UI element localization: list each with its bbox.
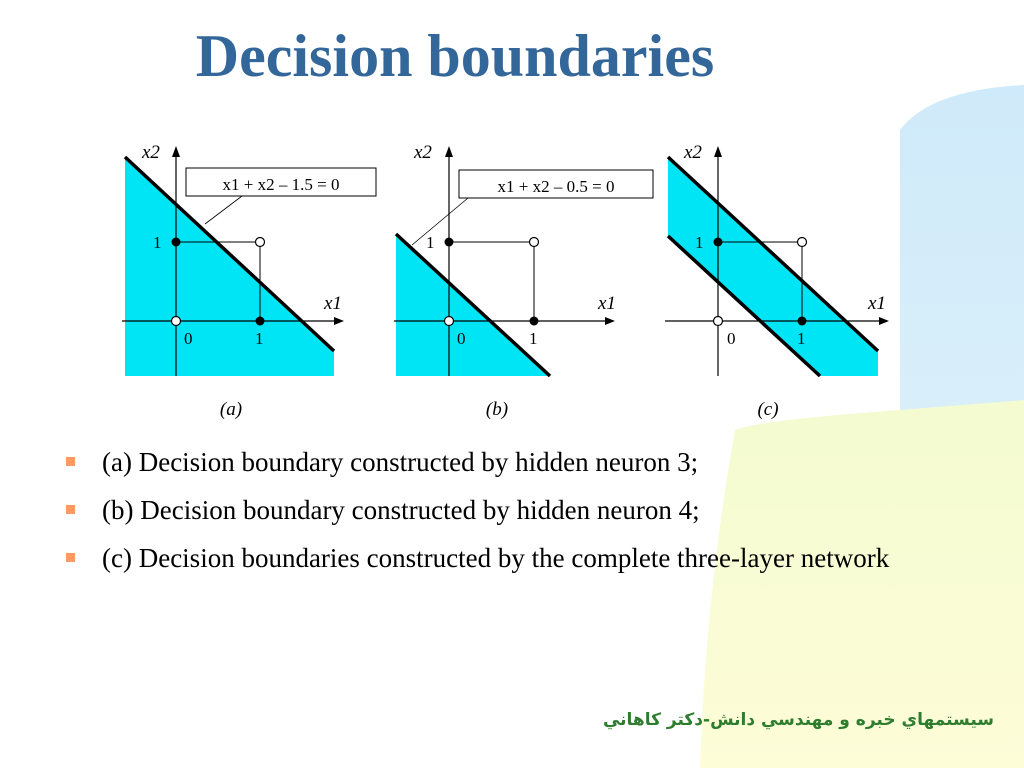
equation-pointer-a: [205, 196, 242, 224]
point-0-1-c: [714, 238, 723, 247]
tick-label-0-b: 0: [457, 329, 466, 348]
x-axis-label-b: x1: [598, 293, 616, 314]
footer-text: سيستمهاي خبره و مهندسي دانش-دكتر كاهاني: [602, 710, 994, 730]
point-1-0-a: [256, 317, 265, 326]
tick-label-y1-b: 1: [426, 233, 435, 252]
point-0-0-b: [445, 317, 454, 326]
diagram-a: [122, 142, 376, 420]
y-arrow-b: [445, 146, 453, 157]
y-arrow-c: [714, 146, 722, 157]
bullet-text-a: (a) Decision boundary constructed by hidden neuron 3;: [102, 447, 699, 477]
tick-label-x1-a: 1: [255, 329, 264, 348]
y-axis-label-a: x2: [142, 142, 160, 163]
bullet-text-b: (b) Decision boundary constructed by hidden neuron 4;: [102, 495, 700, 525]
tick-label-x1-c: 1: [797, 329, 806, 348]
bullet-item-a: [64, 445, 924, 479]
tick-label-x1-b: 1: [529, 329, 538, 348]
point-1-1-a: [256, 238, 265, 247]
point-1-0-c: [798, 317, 807, 326]
diagram-c: [665, 142, 889, 420]
y-arrow-a: [172, 146, 180, 157]
diagram-b: [394, 142, 653, 420]
tick-label-0-c: 0: [727, 329, 736, 348]
bullet-item-b: [64, 493, 924, 527]
bullet-square-icon: [66, 505, 75, 514]
point-1-0-b: [530, 317, 539, 326]
x-axis-label-a: x1: [324, 293, 342, 314]
caption-c: (c): [757, 399, 779, 420]
point-0-0-c: [714, 317, 723, 326]
caption-b: (b): [485, 399, 509, 420]
point-0-1-b: [445, 238, 454, 247]
point-0-0-a: [172, 317, 181, 326]
tick-label-0-a: 0: [184, 329, 193, 348]
x-axis-label-c: x1: [868, 293, 886, 314]
equation-pointer-b: [412, 198, 468, 245]
x-arrow-c: [879, 317, 889, 325]
point-1-1-c: [798, 238, 807, 247]
x-arrow-a: [334, 317, 344, 325]
caption-a: (a): [219, 399, 243, 420]
x-arrow-b: [605, 317, 615, 325]
tick-label-y1-c: 1: [695, 233, 704, 252]
bullet-square-icon: [66, 553, 75, 562]
point-1-1-b: [530, 238, 539, 247]
y-axis-label-b: x2: [414, 142, 432, 163]
bullet-item-c: [64, 541, 924, 575]
bullet-list: [64, 445, 924, 589]
equation-label-b: x1 + x2 – 0.5 = 0: [497, 177, 615, 196]
tick-label-y1-a: 1: [153, 233, 162, 252]
equation-label-a: x1 + x2 – 1.5 = 0: [222, 175, 340, 194]
y-axis-label-c: x2: [684, 142, 702, 163]
bullet-square-icon: [66, 457, 75, 466]
point-0-1-a: [172, 238, 181, 247]
bullet-text-c: (c) Decision boundaries constructed by the complete three-layer network: [102, 543, 890, 573]
page-title: Decision boundaries: [195, 23, 715, 89]
